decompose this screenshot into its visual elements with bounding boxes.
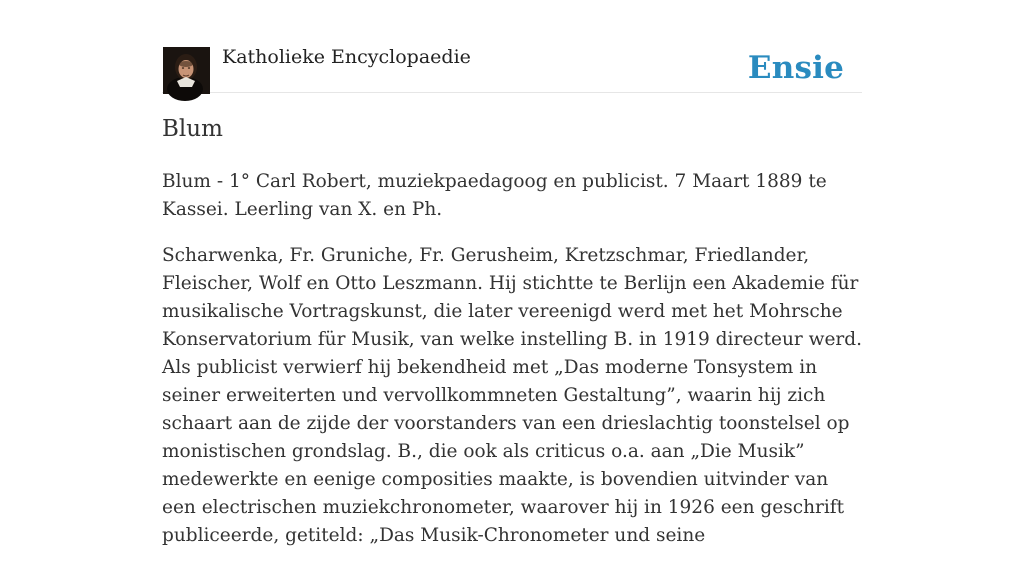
article-paragraph: Blum - 1° Carl Robert, muziekpaedagoog en publicist. 7 Maart 1889 te Kassei. Leerling van X. en Ph. bbox=[162, 171, 827, 220]
page-container bbox=[162, 0, 862, 546]
article-title: Blum bbox=[162, 116, 223, 142]
brand-logo[interactable]: Ensie bbox=[747, 50, 844, 86]
article-paragraph: Scharwenka, Fr. Gruniche, Fr. Gerusheim, Kretzschmar, Friedlander, Fleischer, Wolf en Otto Leszmann. Hij stichtte te Berlijn een Akademie für musikalische Vortragskunst, die later vereenigd werd met het Mohrsche Konservatorium für Musik, van welke instelling B. in 1919 directeur werd. Als publicist verwierf hij bekendheid met „Das moderne Tonsystem in seiner erweiterten und vervollkommneten Gestaltung”, waarin hij zich schaart aan de zijde der voorstanders van een drieslachtig toonstelsel op monistischen grondslag. B., die ook als criticus o.a. aan „Die Musik” medewerkte en eenige composities maakte, is bovendien uitvinder van een electrischen muziekchronometer, waarover hij in 1926 een geschrift publiceerde, getiteld: „Das Musik-Chronometer und seine bbox=[162, 245, 862, 546]
article-body bbox=[162, 168, 862, 568]
page-header bbox=[162, 0, 862, 93]
portrait-avatar-icon[interactable] bbox=[163, 47, 210, 94]
collection-name[interactable]: Katholieke Encyclopaedie bbox=[222, 46, 471, 68]
